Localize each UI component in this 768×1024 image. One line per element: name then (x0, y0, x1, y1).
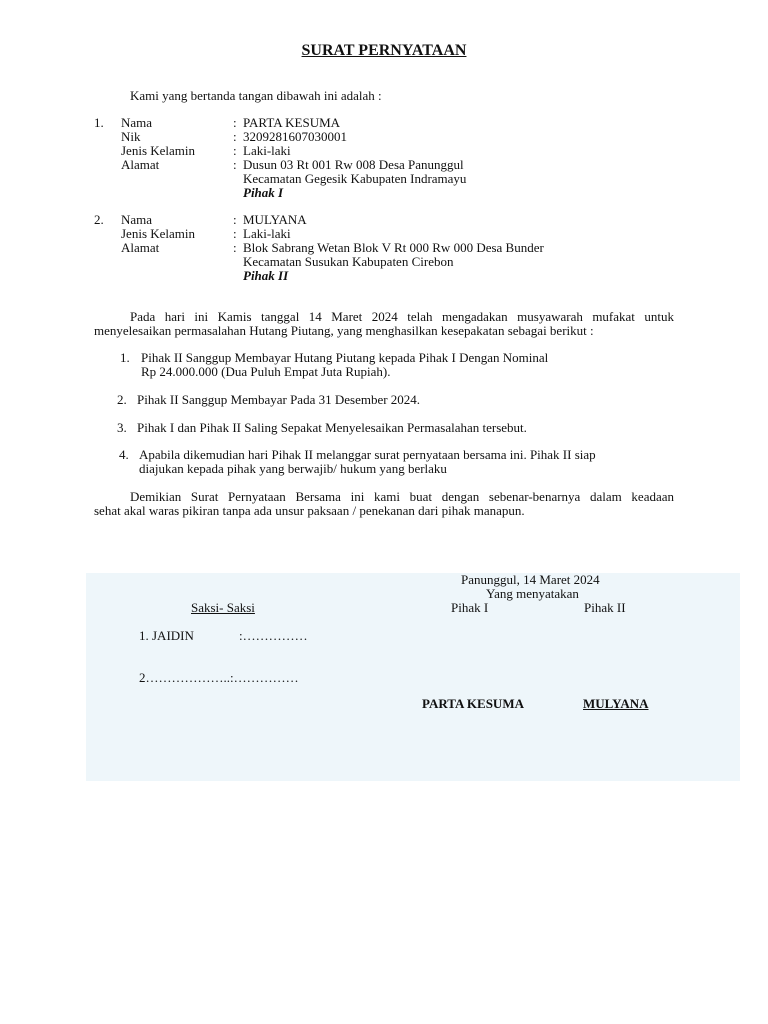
agreement-1-line1: Pihak II Sanggup Membayar Hutang Piutang kepada Pihak I Dengan Nominal (141, 350, 549, 365)
party-1-name-sep: : (233, 115, 237, 130)
paragraph-closing-line1: Demikian Surat Pernyataan Bersama ini kami buat dengan sebenar-benarnya dalam keadaan (130, 489, 674, 504)
party-1-gender-value: Laki-laki (243, 143, 291, 158)
party-2-address-line2: Kecamatan Susukan Kabupaten Cirebon (243, 254, 454, 269)
paragraph-agreement-intro (94, 310, 674, 338)
party-1-address-line2: Kecamatan Gegesik Kabupaten Indramayu (243, 171, 467, 186)
party-2-gender-sep: : (233, 226, 237, 241)
party-1-address-value: Dusun 03 Rt 001 Rw 008 Desa Panunggul (243, 157, 464, 172)
party-2-gender-label: Jenis Kelamin (121, 226, 196, 241)
party-2-address-value: Blok Sabrang Wetan Blok V Rt 000 Rw 000 Desa Bunder (243, 240, 544, 255)
paragraph-closing-line2: sehat akal waras pikiran tanpa ada unsur paksaan / penekanan dari pihak manapun. (94, 503, 525, 518)
party-2-role: Pihak II (243, 268, 289, 283)
party-1-address-sep: : (233, 157, 237, 172)
party-1-signature-label: Pihak I (451, 600, 489, 615)
witness-1-signature-line: :…………… (239, 628, 308, 643)
witness-heading: Saksi- Saksi (191, 600, 255, 615)
agreement-2-number: 2. (117, 392, 127, 407)
paragraph-closing (94, 490, 674, 518)
paragraph-agreement-intro-line2: menyelesaikan permasalahan Hutang Piutang, yang menghasilkan kesepakatan sebagai berikut : (94, 323, 594, 338)
party-1-name-label: Nama (121, 115, 153, 130)
stated-by: Yang menyatakan (486, 586, 579, 601)
party-1-name-value: PARTA KESUMA (243, 115, 341, 130)
agreement-3-number: 3. (117, 420, 127, 435)
agreement-1-number: 1. (120, 350, 130, 365)
party-2-address-label: Alamat (121, 240, 160, 255)
party-1-address-label: Alamat (121, 157, 160, 172)
agreement-4-number: 4. (119, 447, 129, 462)
agreement-3-line1: Pihak I dan Pihak II Saling Sepakat Menyelesaikan Permasalahan tersebut. (137, 420, 527, 435)
party-1-number: 1. (94, 115, 104, 130)
paragraph-agreement-intro-line1: Pada hari ini Kamis tanggal 14 Maret 2024 telah mengadakan musyawarah mufakat untuk (130, 309, 674, 324)
party-1-nik-value: 3209281607030001 (243, 129, 347, 144)
agreement-2-line1: Pihak II Sanggup Membayar Pada 31 Desember 2024. (137, 392, 421, 407)
agreement-1-line2: Rp 24.000.000 (Dua Puluh Empat Juta Rupiah). (141, 364, 391, 379)
party-1-nik-sep: : (233, 129, 237, 144)
party-2-name-sep: : (233, 212, 237, 227)
party-2-gender-value: Laki-laki (243, 226, 291, 241)
party-2-name-value: MULYANA (243, 212, 307, 227)
party-2-address-sep: : (233, 240, 237, 255)
party-1-nik-label: Nik (121, 129, 141, 144)
agreement-4-line1: Apabila dikemudian hari Pihak II melanggar surat pernyataan bersama ini. Pihak II siap (139, 447, 596, 462)
agreement-4-line2: diajukan kepada pihak yang berwajib/ hukum yang berlaku (139, 461, 447, 476)
witness-2-signature-line: 2………………..:…………… (139, 670, 299, 685)
party-2-signature-name: MULYANA (583, 696, 649, 711)
witness-1-name: 1. JAIDIN (139, 628, 194, 643)
party-1-gender-label: Jenis Kelamin (121, 143, 196, 158)
page-title: SURAT PERNYATAAN (301, 42, 467, 59)
party-1-gender-sep: : (233, 143, 237, 158)
place-date: Panunggul, 14 Maret 2024 (461, 572, 600, 587)
intro-text: Kami yang bertanda tangan dibawah ini adalah : (130, 88, 382, 103)
party-1-signature-name: PARTA KESUMA (422, 696, 524, 711)
party-2-name-label: Nama (121, 212, 153, 227)
party-2-number: 2. (94, 212, 104, 227)
party-2-signature-label: Pihak II (584, 600, 626, 615)
party-1-role: Pihak I (243, 185, 284, 200)
